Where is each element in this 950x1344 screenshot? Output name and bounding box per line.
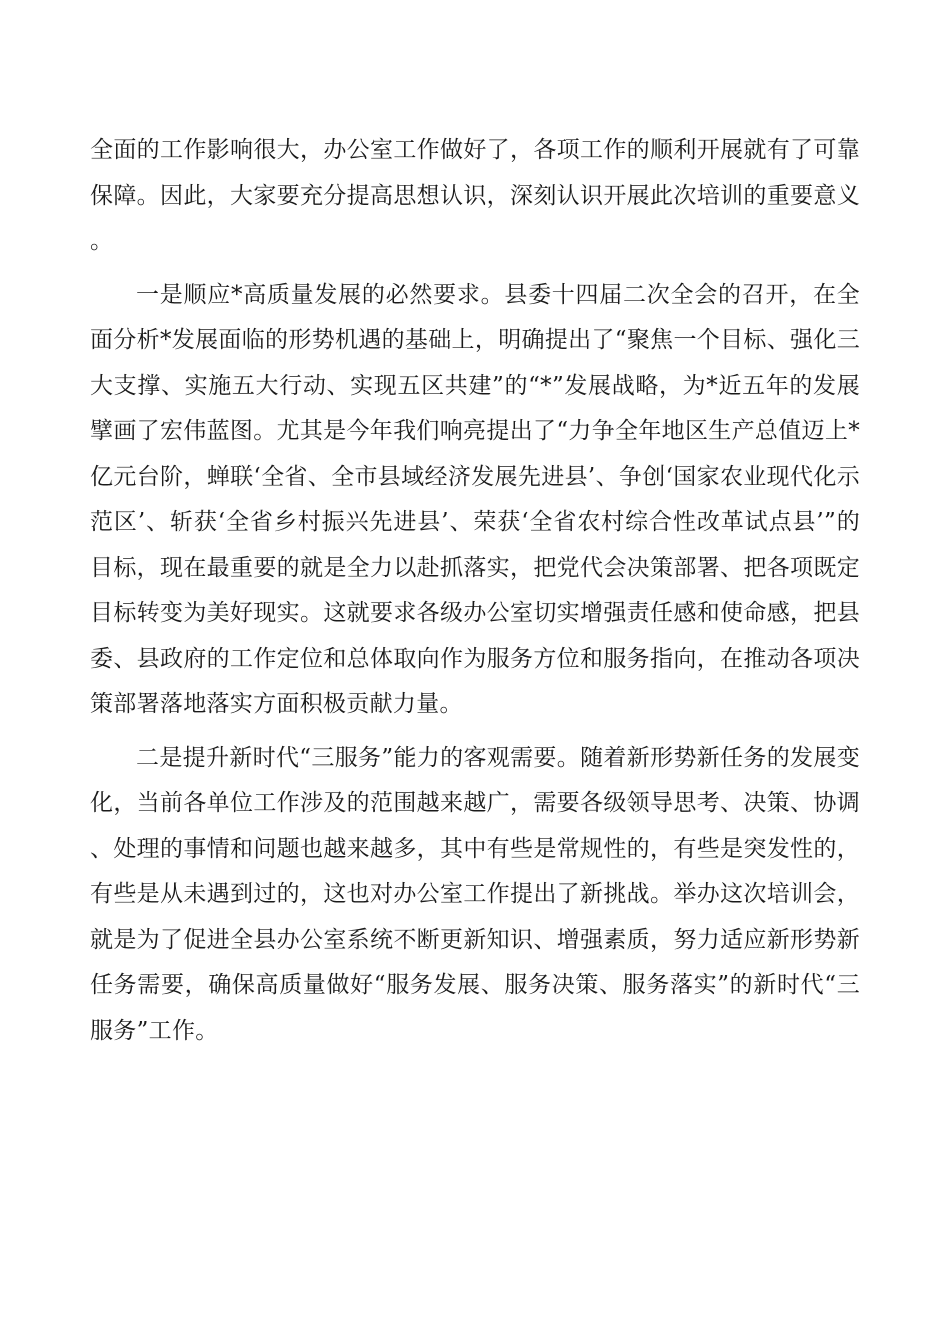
document-page	[90, 128, 860, 1054]
paragraph-intro-continuation: 全面的工作影响很大，办公室工作做好了，各项工作的顺利开展就有了可靠保障。因此，大家要充分提高思想认识，深刻认识开展此次培训的重要意义。	[90, 137, 860, 254]
paragraph-point-one: 一是顺应*高质量发展的必然要求。县委十四届二次全会的召开，在全面分析*发展面临的形势机遇的基础上，明确提出了“聚焦一个目标、强化三大支撑、实施五大行动、实现五区共建”的“*”发展战略，为*近五年的发展擘画了宏伟蓝图。尤其是今年我们响亮提出了“力争全年地区生产总值迈上*亿元台阶，蝉联‘全省、全市县域经济发展先进县’、争创‘国家农业现代化示范区’、斩获‘全省乡村振兴先进县’、荣获‘全省农村综合性改革试点县’”的目标，现在最重要的就是全力以赴抓落实，把党代会决策部署、把各项既定目标转变为美好现实。这就要求各级办公室切实增强责任感和使命感，把县委、县政府的工作定位和总体取向作为服务方位和服务指向，在推动各项决策部署落地落实方面积极贡献力量。	[90, 281, 860, 717]
paragraph-point-two: 二是提升新时代“三服务”能力的客观需要。随着新形势新任务的发展变化，当前各单位工作涉及的范围越来越广，需要各级领导思考、决策、协调、处理的事情和问题也越来越多，其中有些是常规性的，有些是突发性的，有些是从未遇到过的，这也对办公室工作提出了新挑战。举办这次培训会，就是为了促进全县办公室系统不断更新知识、增强素质，努力适应新形势新任务需要，确保高质量做好“服务发展、服务决策、服务落实”的新时代“三服务”工作。	[90, 744, 860, 1044]
